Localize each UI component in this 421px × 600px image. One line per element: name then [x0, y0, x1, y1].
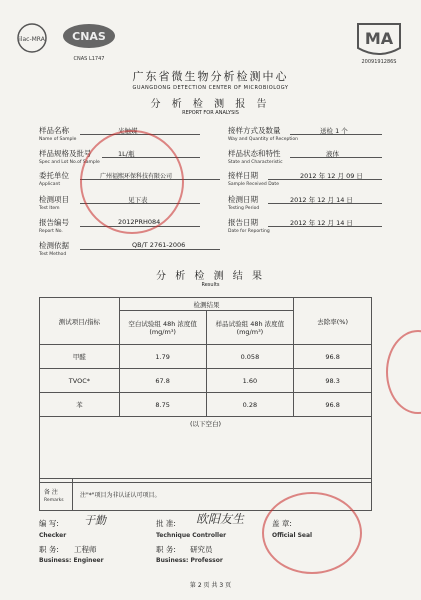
report-date-value: 2012 年 12 月 14 日 — [290, 219, 353, 227]
test-item-label-en: Test Item — [39, 206, 60, 211]
table-end-note: (以下空白) — [40, 417, 372, 483]
checker-label: 编 写: — [39, 519, 59, 528]
receive-way-label-en: Way and Quantity of Reception — [228, 137, 298, 142]
checker-signature: 于勤 — [84, 514, 106, 527]
approver-title-label: 职 务: — [156, 545, 176, 554]
approver-title-en: Business: Professor — [156, 557, 223, 564]
testing-period-value: 2012 年 12 月 14 日 — [290, 196, 353, 204]
approver-label: 批 准: — [156, 519, 176, 528]
sample-name-label-en: Name of Sample — [39, 137, 77, 142]
applicant-label: 委托单位 — [39, 171, 69, 180]
official-seal-stamp — [262, 492, 362, 574]
checker-title-label: 职 务: — [39, 545, 59, 554]
cma-number: 2009191286S — [361, 59, 397, 65]
test-item-value: 见下表 — [128, 196, 148, 204]
sample-name-value: 光触媒 — [118, 127, 138, 135]
report-title-cn: 分 析 检 测 报 告 — [150, 99, 271, 110]
cma-logo-text: MA — [364, 29, 394, 48]
spec-label-en: Spec and Lot No.of Sample — [39, 160, 100, 165]
testing-period-label: 检测日期 — [228, 195, 258, 204]
state-label-en: State and Characteristic — [228, 160, 283, 165]
testing-period-label-en: Testing Period — [228, 206, 260, 211]
test-item-label: 检测项目 — [39, 195, 69, 204]
cnas-number: CNAS L1747 — [73, 56, 105, 62]
received-date-label: 接样日期 — [228, 171, 258, 180]
applicant-label-en: Applicant — [39, 182, 61, 187]
report-title-en: REPORT FOR ANALYSIS — [182, 110, 239, 116]
table-row: TVOC* 67.8 1.60 98.3 — [40, 369, 372, 393]
edge-stamp — [386, 330, 421, 414]
seal-label: 盖 章: — [272, 519, 292, 528]
col-sample-header: 样品试验组 48h 浓度值 (mg/m³) — [206, 311, 294, 345]
applicant-value: 广州福熙环保科技有限公司 — [100, 173, 173, 180]
checker-title-en: Business: Engineer — [39, 557, 104, 564]
spec-value: 1L/瓶 — [118, 150, 135, 158]
cnas-logo — [14, 16, 124, 68]
table-row: 甲醛 1.79 0.058 96.8 — [40, 345, 372, 369]
col-results-header: 检测结果 — [119, 298, 293, 311]
received-date-value: 2012 年 12 月 09 日 — [300, 172, 363, 180]
org-name-cn: 广东省微生物分析检测中心 — [132, 70, 289, 83]
report-date-label: 报告日期 — [228, 218, 258, 227]
approver-signature: 欧阳友生 — [196, 512, 245, 526]
seal-label-en: Official Seal — [272, 532, 313, 539]
receive-way-label: 接样方式及数量 — [228, 126, 281, 135]
test-method-label-en: Test Method — [39, 252, 67, 257]
checker-label-en: Checker — [39, 532, 67, 539]
report-date-label-en: Date for Reporting — [228, 229, 270, 234]
received-date-label-en: Sample Received Date — [228, 182, 279, 187]
svg-text:ilac-MRA: ilac-MRA — [19, 36, 45, 43]
col-rate-header: 去除率(%) — [294, 298, 372, 345]
results-title-cn: 分 析 检 测 结 果 — [156, 271, 265, 282]
receive-way-value: 送检 1 个 — [320, 127, 348, 135]
report-no-value: 2012PRH084 — [118, 218, 161, 226]
report-no-label: 报告编号 — [39, 218, 69, 227]
report-no-label-en: Report No. — [39, 229, 63, 234]
remarks-label-en: Remarks — [44, 498, 64, 503]
test-method-label: 检测依据 — [39, 241, 69, 250]
cnas-logo-text: CNAS — [72, 30, 106, 43]
col-item-header: 测试项目/指标 — [40, 298, 120, 345]
remarks-text: 注"*"项目为非认证认可项目。 — [80, 492, 161, 499]
approver-title-value: 研究员 — [190, 545, 213, 554]
approver-label-en: Technique Controller — [156, 532, 227, 539]
remarks-label: 备 注 — [44, 489, 58, 496]
state-label: 样品状态和特性 — [228, 149, 281, 158]
table-row: 苯 8.75 0.28 96.8 — [40, 393, 372, 417]
col-blank-header: 空白试验组 48h 浓度值 (mg/m³) — [119, 311, 206, 345]
sample-name-label: 样品名称 — [39, 126, 69, 135]
checker-title-value: 工程师 — [74, 545, 97, 554]
cma-logo — [350, 16, 408, 68]
results-table — [39, 297, 372, 483]
results-title-en: Results — [201, 282, 220, 288]
spec-label: 样品规格及批号 — [39, 149, 92, 158]
state-value: 液体 — [326, 150, 339, 158]
applicant-stamp — [80, 130, 184, 234]
test-method-value: QB/T 2761-2006 — [132, 241, 186, 249]
org-name-en: GUANGDONG DETECTION CENTER OF MICROBIOLOGY — [132, 85, 289, 91]
page-number: 第 2 页 共 3 页 — [189, 582, 232, 589]
